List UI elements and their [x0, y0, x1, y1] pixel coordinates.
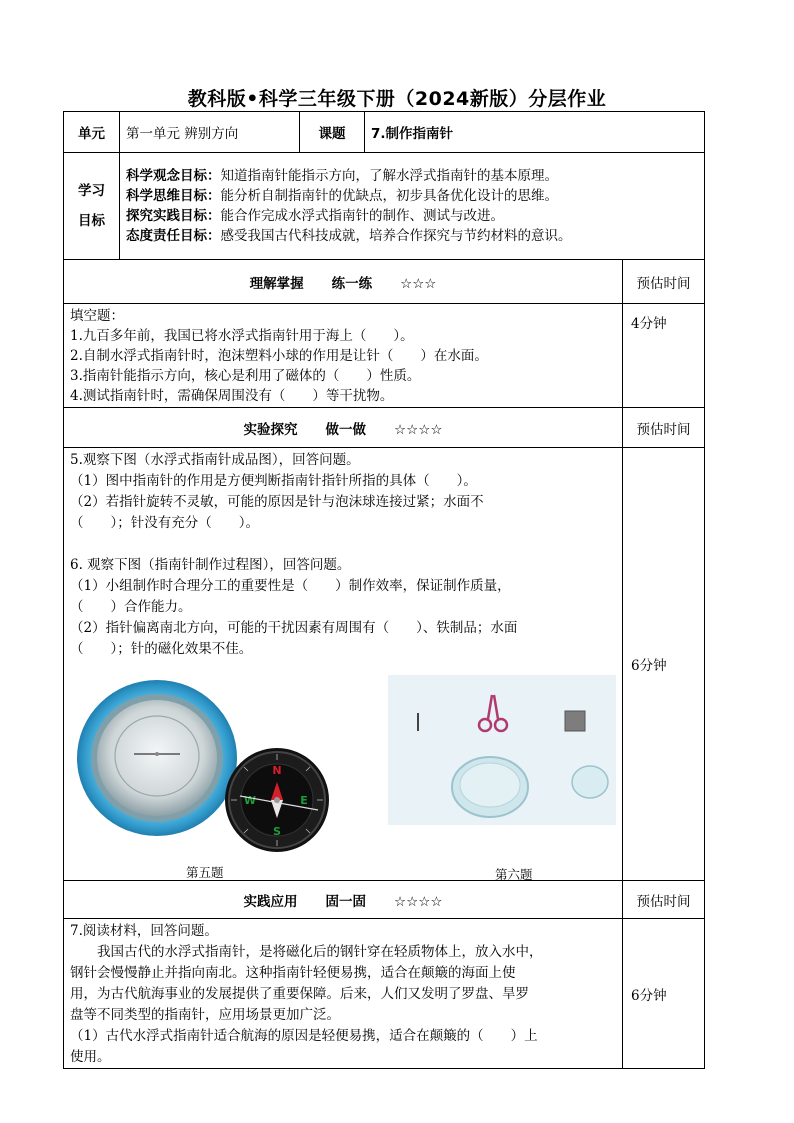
section1-body	[64, 304, 705, 408]
objective-item: 态度责任目标：感受我国古代科技成就，培养合作探究与节约材料的意识。	[126, 228, 572, 244]
question-line: （ ）；针没有充分（ ）。	[70, 515, 259, 531]
section2-title: 实验探究 做一做 ☆☆☆☆	[64, 408, 623, 448]
water-dish-icon	[77, 680, 237, 836]
section1-header	[64, 260, 705, 304]
fig5-caption: 第五题	[186, 865, 224, 880]
fig6-image	[388, 675, 616, 825]
question-line: （ ）；针的磁化效果不佳。	[70, 641, 253, 657]
section1-questions	[64, 304, 623, 408]
svg-text:W: W	[243, 794, 257, 807]
reading-line: 用，为古代航海事业的发展提供了重要保障。后来，人们又发明了罗盘、旱罗	[70, 986, 529, 1002]
section1-title: 理解掌握 练一练 ☆☆☆	[64, 260, 623, 304]
question-line: （1）图中指南针的作用是方便判断指南针指针所指的具体（ ）。	[70, 473, 477, 489]
reading-line: 盘等不同类型的指南针，应用场景更加广泛。	[70, 1007, 340, 1023]
question-line: （2）指针偏离南北方向，可能的干扰因素有周围有（ ）、铁制品；水面	[70, 620, 518, 636]
magnet-icon	[565, 711, 585, 731]
section3-stars: ☆☆☆☆	[394, 893, 443, 910]
section2-time: 6分钟	[623, 448, 705, 881]
svg-text:S: S	[273, 825, 281, 838]
section3-body	[64, 919, 705, 1069]
section3-questions	[64, 919, 623, 1069]
question-line: （2）若指针旋转不灵敏，可能的原因是针与泡沫球连接过紧；水面不	[70, 494, 484, 510]
lesson-label: 课题	[300, 112, 365, 153]
question-line: 6. 观察下图（指南针制作过程图），回答问题。	[70, 557, 351, 573]
section1-time-label: 预估时间	[623, 260, 705, 304]
section2-stars: ☆☆☆☆	[394, 421, 443, 438]
reading-line: 钢针会慢慢静止并指向南北。这种指南针轻便易携，适合在颠簸的海面上使	[70, 965, 516, 981]
reading-line: 我国古代的水浮式指南针，是将磁化后的钢针穿在轻质物体上，放入水中，	[97, 944, 543, 960]
section3-time: 6分钟	[623, 919, 705, 1069]
section1-time: 4分钟	[623, 304, 705, 408]
header-row	[64, 112, 705, 153]
question-line: 4.测试指南针时，需确保周围没有（ ）等干扰物。	[70, 387, 394, 404]
fig6-caption: 第六题	[495, 867, 533, 882]
lesson-value: 7.制作指南针	[365, 112, 705, 153]
section1-stars: ☆☆☆	[400, 275, 437, 292]
objective-item: 科学思维目标：能分析自制指南针的优缺点，初步具备优化设计的思维。	[126, 188, 558, 204]
section3-header	[64, 881, 705, 919]
figures-area	[70, 660, 616, 880]
question-line: （1）小组制作时合理分工的重要性是（ ）制作效率，保证制作质量，	[70, 578, 511, 594]
unit-label: 单元	[64, 112, 120, 153]
section2-time-label: 预估时间	[623, 408, 705, 448]
magnetic-compass-icon	[225, 748, 329, 852]
section2-body	[64, 448, 705, 881]
worksheet-table	[63, 111, 705, 1069]
blank-line	[70, 534, 616, 555]
objectives-label	[64, 153, 120, 260]
objectives-label-line2: 目标	[78, 213, 105, 229]
water-bowl-icon	[452, 757, 528, 817]
objectives-row	[64, 153, 705, 260]
question-line: 使用。	[70, 1049, 111, 1065]
objectives-label-line1: 学习	[78, 183, 105, 199]
section2-header	[64, 408, 705, 448]
foam-disc-icon	[572, 766, 608, 798]
objective-item: 探究实践目标：能合作完成水浮式指南针的制作、测试与改进。	[126, 208, 504, 224]
question-line: 5.观察下图（水浮式指南针成品图），回答问题。	[70, 452, 360, 468]
question-line: （1）古代水浮式指南针适合航海的原因是轻便易携，适合在颠簸的（ ）上	[70, 1028, 538, 1044]
svg-text:N: N	[272, 764, 282, 777]
fig5-image	[72, 670, 342, 870]
section2-questions	[64, 448, 623, 881]
objective-item: 科学观念目标：知道指南针能指示方向，了解水浮式指南针的基本原理。	[126, 168, 558, 184]
section3-time-label: 预估时间	[623, 881, 705, 919]
question-line: 7.阅读材料，回答问题。	[70, 923, 218, 939]
question-line: 2.自制水浮式指南针时，泡沫塑料小球的作用是让针（ ）在水面。	[70, 347, 488, 364]
unit-value: 第一单元 辨别方向	[120, 112, 300, 153]
question-line: （ ）合作能力。	[70, 599, 192, 615]
question-line: 1.九百多年前，我国已将水浮式指南针用于海上（ ）。	[70, 327, 414, 344]
svg-text:E: E	[300, 794, 308, 807]
page-title: 教科版•科学三年级下册（2024新版）分层作业	[187, 88, 607, 110]
question-line: 3.指南针能指示方向，核心是利用了磁体的（ ）性质。	[70, 367, 421, 384]
section3-title: 实践应用 固一固 ☆☆☆☆	[64, 881, 623, 919]
objectives-content	[120, 153, 705, 260]
question-line: 填空题：	[70, 307, 124, 324]
